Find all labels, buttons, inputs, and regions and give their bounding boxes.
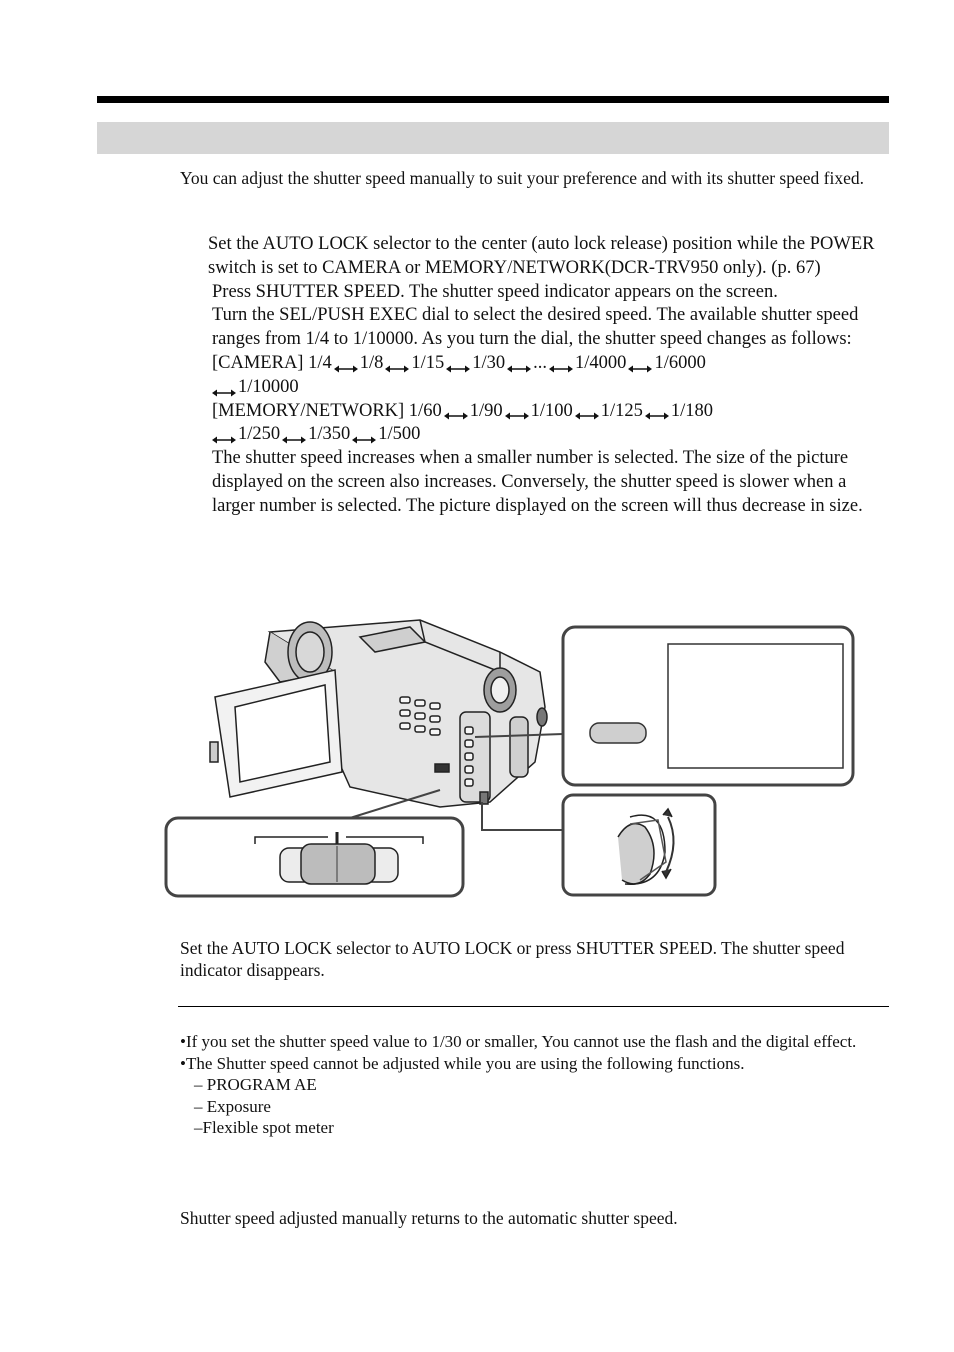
double-arrow-icon bbox=[507, 358, 531, 368]
double-arrow-icon bbox=[212, 382, 236, 392]
camcorder-illustration bbox=[160, 612, 860, 902]
footer-paragraph: Shutter speed adjusted manually returns to the automatic shutter speed. bbox=[180, 1208, 678, 1228]
step-2: Press SHUTTER SPEED. The shutter speed indicator appears on the screen. bbox=[212, 281, 778, 302]
step-1: Set the AUTO LOCK selector to the center (auto lock release) position while the POWER switch is set to CAMERA or MEMORY/NETWORK(DCR-TRV950 only). (p. 67) bbox=[208, 234, 875, 278]
procedure-steps bbox=[208, 233, 893, 519]
step-explanation: The shutter speed increases when a smaller number is selected. The size of the picture displayed on the screen also increases. Conversely, the shutter speed is slower when a larger number is selected. The picture displayed on the screen will thus decrease in size. bbox=[212, 448, 863, 516]
double-arrow-icon bbox=[352, 429, 376, 439]
double-arrow-icon bbox=[549, 358, 573, 368]
double-arrow-icon bbox=[628, 358, 652, 368]
section-heading-band bbox=[97, 122, 889, 154]
header-rule bbox=[97, 96, 889, 103]
double-arrow-icon bbox=[645, 405, 669, 415]
step-3: Turn the SEL/PUSH EXEC dial to select the desired speed. The available shutter speed ranges from 1/4 to 1/10000. As you turn the dial, the shutter speed changes as follows: bbox=[212, 305, 859, 350]
double-arrow-icon bbox=[385, 358, 409, 368]
double-arrow-icon bbox=[334, 358, 358, 368]
note-item: •The Shutter speed cannot be adjusted while you are using the following functions. bbox=[180, 1053, 745, 1073]
cancel-paragraph: Set the AUTO LOCK selector to AUTO LOCK or press SHUTTER SPEED. The shutter speed indicator disappears. bbox=[180, 938, 845, 980]
note-item: •If you set the shutter speed value to 1/30 or smaller, You cannot use the flash and the digital effect. bbox=[180, 1032, 857, 1051]
intro-paragraph: You can adjust the shutter speed manually to suit your preference and with its shutter speed fixed. bbox=[180, 168, 864, 188]
notes-list bbox=[180, 1031, 890, 1139]
note-subitem: – PROGRAM AE bbox=[194, 1075, 317, 1094]
double-arrow-icon bbox=[505, 405, 529, 415]
note-subitem: –Flexible spot meter bbox=[194, 1118, 334, 1137]
notes-divider bbox=[178, 1006, 889, 1007]
note-subitem: – Exposure bbox=[194, 1096, 271, 1116]
double-arrow-icon bbox=[446, 358, 470, 368]
double-arrow-icon bbox=[575, 405, 599, 415]
double-arrow-icon bbox=[282, 429, 306, 439]
camera-speed-sequence: [CAMERA] 1/4 1/8 1/15 1/30 ... 1/4000 1/6000 1/10000 bbox=[212, 352, 706, 397]
memory-speed-sequence: [MEMORY/NETWORK] 1/60 1/90 1/100 1/125 1/180 1/250 1/350 1/500 bbox=[212, 400, 714, 445]
double-arrow-icon bbox=[444, 405, 468, 415]
double-arrow-icon bbox=[212, 429, 236, 439]
